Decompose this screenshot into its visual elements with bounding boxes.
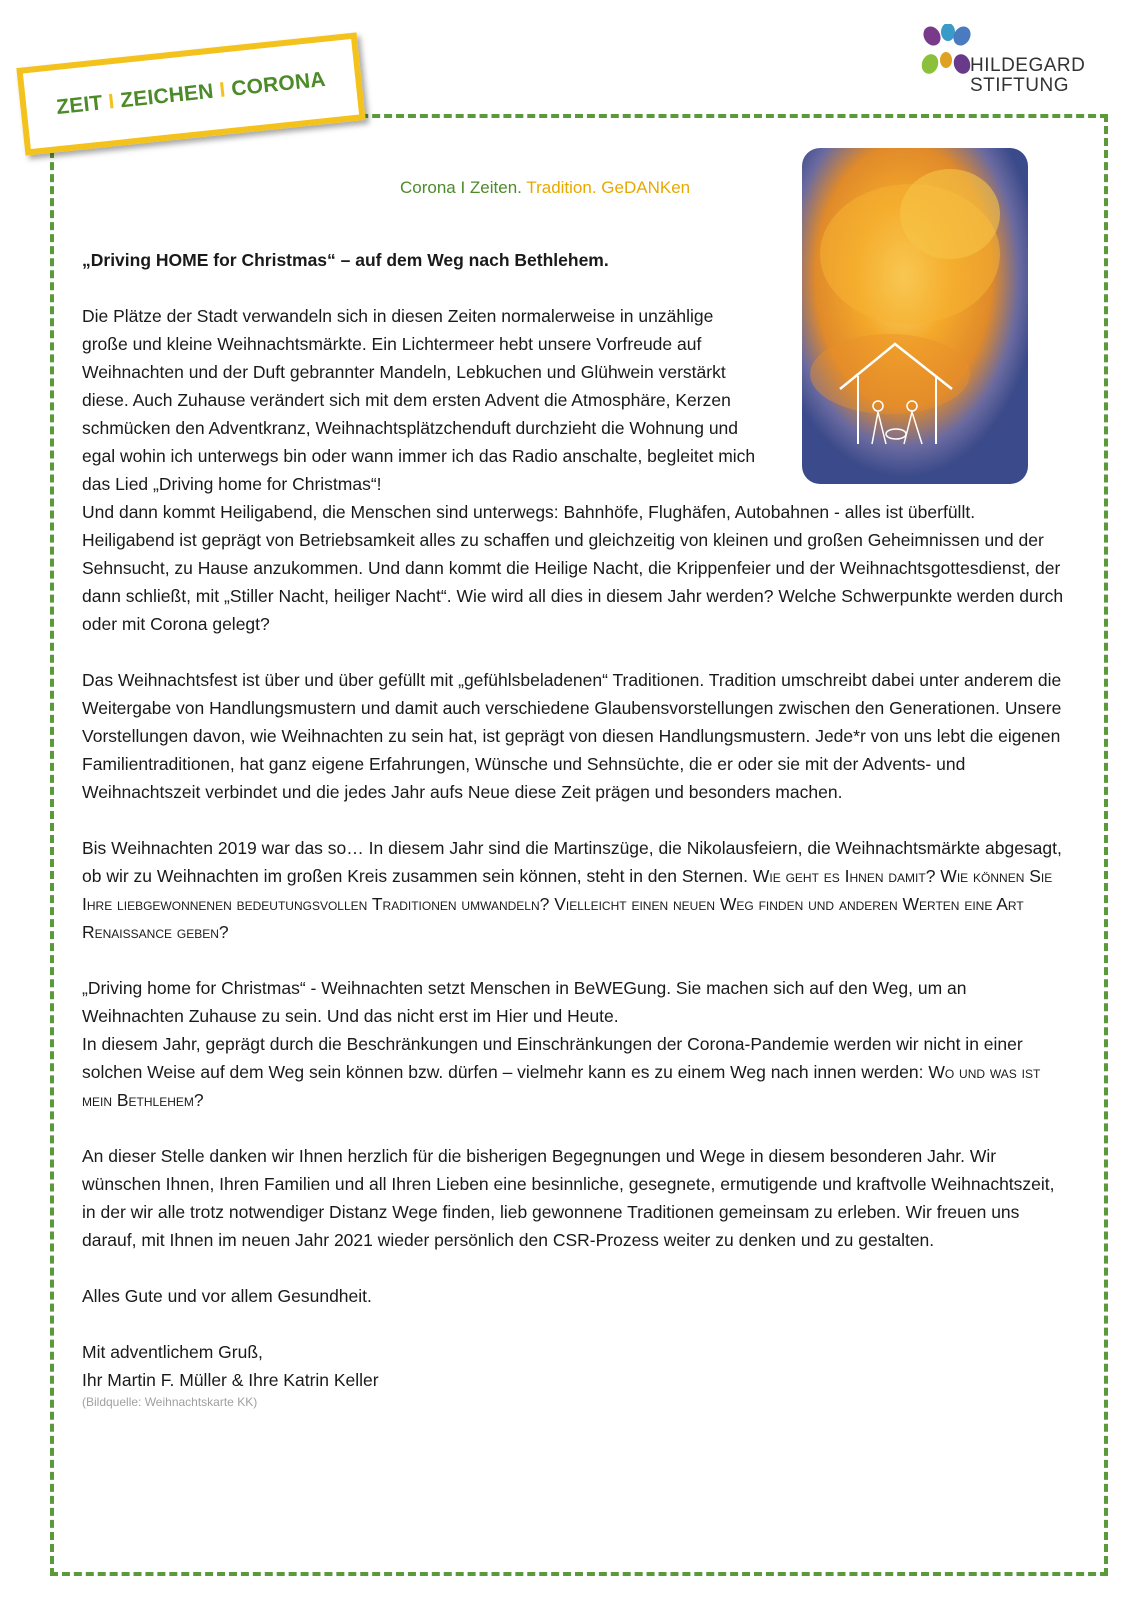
series-topline — [400, 178, 690, 198]
article-body — [82, 246, 1072, 1438]
image-source-note: (Bildquelle: Weihnachtskarte KK) — [82, 1395, 258, 1409]
stamp-word-zeichen: ZEICHEN — [119, 79, 215, 113]
paragraph-2: Und dann kommt Heiligabend, die Menschen sind unterwegs: Bahnhöfe, Flughäfen, Autobahnen - alles ist überfüllt. Heiligabend ist geprägt von Betriebsamkeit alles zu schaffen und gleichzeitig von kleinen und großen Geheimnissen und der Sehnsucht, zu Hause anzukommen. Und dann kommt die Heilige Nacht, die Krippenfeier und der Weihnachtsgottesdienst, der dann schließt, mit „Stiller Nacht, heiliger Nacht“. Wie wird all dies in diesem Jahr werden? Welche Schwerpunkte werden durch oder mit Corona gelegt? — [82, 502, 1064, 634]
paragraph-3: Das Weihnachtsfest ist über und über gefüllt mit „gefühlsbeladenen“ Traditionen. Tradition umschreibt dabei unter anderem die Weitergabe von Handlungsmustern und damit auch verschiedene Glaubensvorstellungen zwischen den Generationen. Unsere Vorstellungen davon, wie Weihnachten zu sein hat, ist geprägt von diesen Handlungsmustern. Jede*r von uns lebt die eigenen Familientraditionen, hat ganz eigene Erfahrungen, Wünsche und Sehnsüchte, die er oder sie mit der Advents- und Weihnachtszeit verbindet und die jedes Jahr aufs Neue diese Zeit prägen und besonders machen. — [82, 670, 1062, 802]
paragraph-4-questions: Wie geht es Ihnen damit? Wie können Sie Ihre liebgewonnenen bedeutungsvollen Traditionen umwandeln? Vielleicht einen neuen Weg finden und anderen Werten eine Art Renaissance geben? — [82, 866, 1053, 942]
stamp-separator: I — [107, 90, 116, 114]
paragraph-7: An dieser Stelle danken wir Ihnen herzlich für die bisherigen Begegnungen und Wege in diesem besonderen Jahr. Wir wünschen Ihnen, Ihren Familien und all Ihren Lieben eine besinnliche, gesegnete, ermutigende und kraftvolle Weihnachtszeit, in der wir alle trotz notwendiger Distanz Wege finden, lieb gewonnene Traditionen gemeinsam zu erleben. Wir freuen uns darauf, mit Ihnen im neuen Jahr 2021 wieder persönlich den CSR-Prozess weiter zu denken und zu gestalten. — [82, 1146, 1055, 1250]
logo-line-2: STIFTUNG — [970, 75, 1069, 96]
paragraph-4 — [82, 834, 1072, 946]
topline-green: Corona I Zeiten. — [400, 178, 522, 197]
article-title: „Driving HOME for Christmas“ – auf dem Weg nach Bethlehem. — [82, 250, 609, 270]
paragraph-6 — [82, 1030, 1072, 1114]
stamp-word-corona: CORONA — [230, 67, 327, 101]
paragraph-8: Alles Gute und vor allem Gesundheit. — [82, 1286, 372, 1306]
paragraph-4-text: Bis Weihnachten 2019 war das so… In diesem Jahr sind die Martinszüge, die Nikolausfeiern, die Weihnachtsmärkte abgesagt, ob wir zu Weihnachten im großen Kreis zusammen sein können, steht in den Sternen. — [82, 838, 1062, 886]
closing-signature: Ihr Martin F. Müller & Ihre Katrin Keller — [82, 1370, 379, 1390]
paragraph-1: Die Plätze der Stadt verwandeln sich in diesen Zeiten normalerweise in unzählige große und kleine Weihnachtsmärkte. Ein Lichtermeer hebt unsere Vorfreude auf Weihnachten und der Duft gebrannter Mandeln, Lebkuchen und Glühwein verstärkt diese. Auch Zuhause verändert sich mit dem ersten Advent die Atmosphäre, Kerzen schmücken den Adventkranz, Weihnachtsplätzchenduft durchzieht die Wohnung und egal wohin ich unterwegs bin oder wann immer ich das Radio anschalte, begleitet mich das Lied „Driving home for Christmas“! — [82, 306, 756, 494]
stamp-separator: I — [218, 78, 227, 102]
paragraph-5: „Driving home for Christmas“ - Weihnachten setzt Menschen in BeWEGung. Sie machen sich auf den Weg, um an Weihnachten Zuhause zu sein. Und das nicht erst im Hier und Heute. — [82, 978, 967, 1026]
logo-leaves-icon — [918, 24, 978, 84]
topline-yellow: Tradition. GeDANKen — [526, 178, 691, 197]
closing-greeting: Mit adventlichem Gruß, — [82, 1342, 263, 1362]
logo-line-1: HILDEGARD — [970, 55, 1086, 76]
paragraph-6-question: Wo und was ist mein Bethlehem? — [82, 1062, 1041, 1110]
paragraph-6-text: In diesem Jahr, geprägt durch die Beschränkungen und Einschränkungen der Corona-Pandemie werden wir nicht in einer solchen Weise auf dem Weg sein können bzw. dürfen – vielmehr kann es zu einem Weg nach innen werden: — [82, 1034, 1023, 1082]
hildegard-stiftung-logo — [918, 24, 1118, 104]
stamp-word-zeit: ZEIT — [55, 91, 104, 120]
